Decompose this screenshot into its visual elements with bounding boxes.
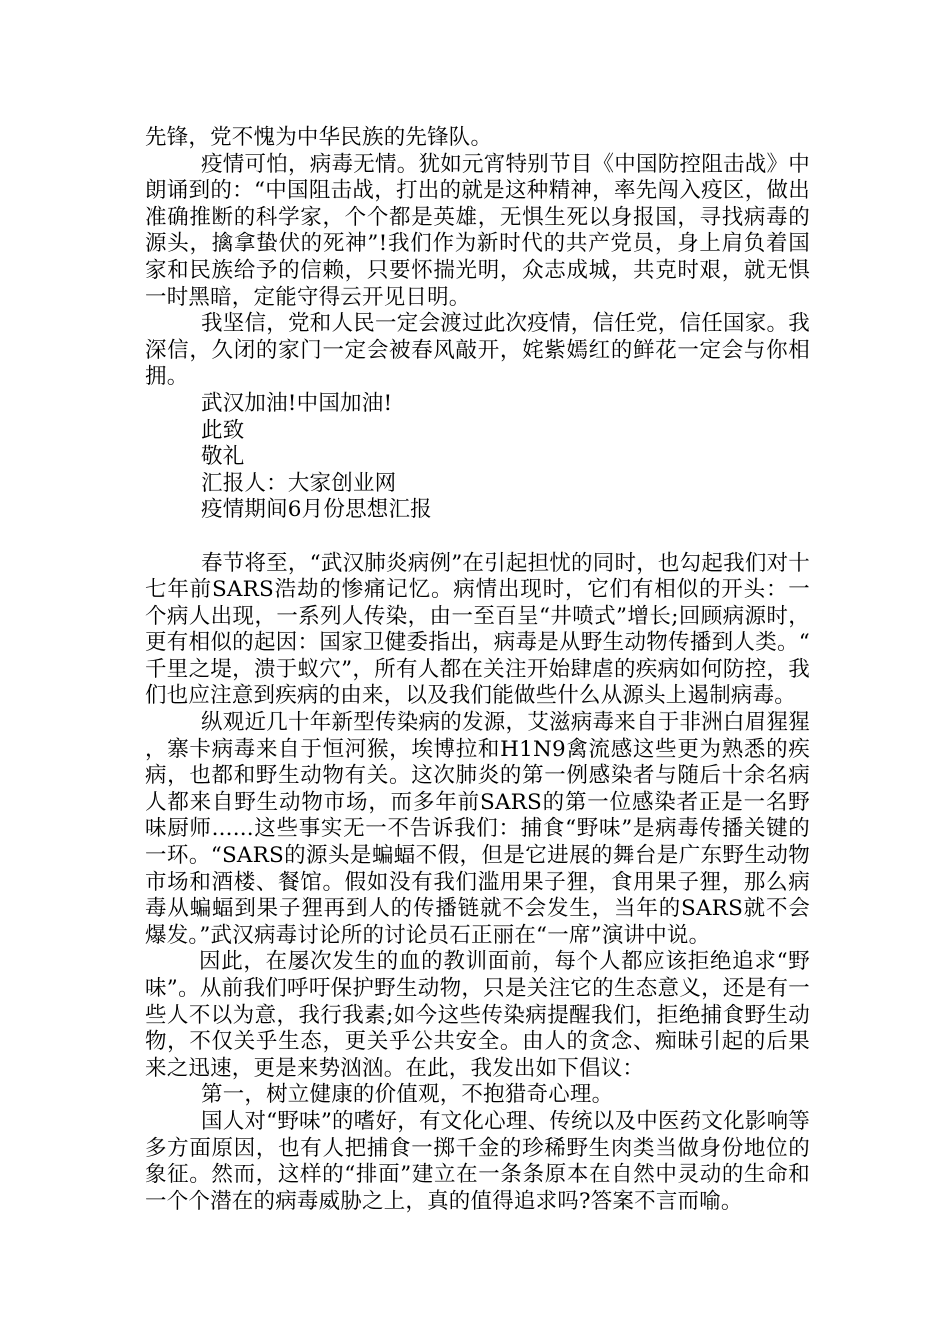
paragraph-wuhan-cheer: 武汉加油!中国加油!: [201, 390, 393, 416]
paragraph-disease-origins: 纵观近几十年新型传染病的发源，艾滋病毒来自于非洲白眉猩猩，寨卡病毒来自于恒河猴，埃博拉和H1N9禽流感这些更为熟悉的疾病，也都和野生动物有关。这次肺炎的第一例感染者与随后十余名病人都来自野生动物市场，而多年前SARS的第一位感染者正是一名野味厨师......这些事实无一不告诉我们：捕食“野味”是病毒传播关键的一环。“SARS的源头是蝙蝠不假，但是它进展的舞台是广东野生动物市场和酒楼、餐馆。假如没有我们滥用果子狸，食用果子狸，那么病毒从蝙蝠到果子狸再到人的传播链就不会发生，当年的SARS就不会爆发。”武汉病毒讨论所的讨论员石正丽在“一席”演讲中说。: [145, 710, 810, 948]
paragraph-firm-belief: 我坚信，党和人民一定会渡过此次疫情，信任党，信任国家。我深信，久闭的家门一定会被春风敲开，姹紫嫣红的鲜花一定会与你相拥。: [145, 311, 810, 390]
closing-salutation: 此致: [201, 417, 245, 443]
reporter-signature: 汇报人：大家创业网: [201, 470, 397, 496]
paragraph-epidemic-frightening: 疫情可怕，病毒无情。犹如元宵特别节目《中国防控阻击战》中朗诵到的：“中国阻击战，打出的就是这种精神，率先闯入疫区，做出准确推断的科学家，个个都是英雄，无惧生死以身报国，寻找病毒的源头，擒拿蛰伏的死神”!我们作为新时代的共产党员，身上肩负着国家和民族给予的信赖，只要怀揣光明，众志成城，共克时艰，就无惧一时黑暗，定能守得云开见日明。: [145, 151, 810, 310]
paragraph-wild-game-habit: 国人对“野味”的嗜好，有文化心理、传统以及中医药文化影响等多方面原因，也有人把捕食一掷千金的珍稀野生肉类当做身份地位的象征。然而，这样的“排面”建立在一条条原本在自然中灵动的生命和一个个潜在的病毒威胁之上，真的值得追求吗?答案不言而喻。: [145, 1108, 810, 1214]
paragraph-proposal-one: 第一，树立健康的价值观，不抱猎奇心理。: [201, 1082, 614, 1108]
document-body: [145, 125, 810, 1215]
closing-regards: 敬礼: [201, 444, 245, 470]
paragraph-reject-wild-game: 因此，在屡次发生的血的教训面前，每个人都应该拒绝追求“野味”。从前我们呼吁保护野生动物，只是关注它的生态意义，还是有一些人不以为意，我行我素;如今这些传染病提醒我们，拒绝捕食野生动物，不仅关乎生态，更关乎公共安全。由人的贪念、痴昧引起的后果来之迅速，更是来势汹汹。在此，我发出如下倡议：: [145, 949, 810, 1081]
section-heading: 疫情期间6月份思想汇报: [201, 497, 432, 523]
blank-line: [145, 524, 810, 551]
paragraph-spring-festival: 春节将至，“武汉肺炎病例”在引起担忧的同时，也勾起我们对十七年前SARS浩劫的惨痛记忆。病情出现时，它们有相似的开头：一个病人出现，一系列人传染，由一至百呈“井喷式”增长;回顾病源时，更有相似的起因：国家卫健委指出，病毒是从野生动物传播到人类。“千里之堤，溃于蚁穴”，所有人都在关注开始肆虐的疾病如何防控，我们也应注意到疾病的由来，以及我们能做些什么从源头上遏制病毒。: [145, 550, 810, 709]
paragraph-continuation: 先锋，党不愧为中华民族的先锋队。: [145, 125, 493, 150]
